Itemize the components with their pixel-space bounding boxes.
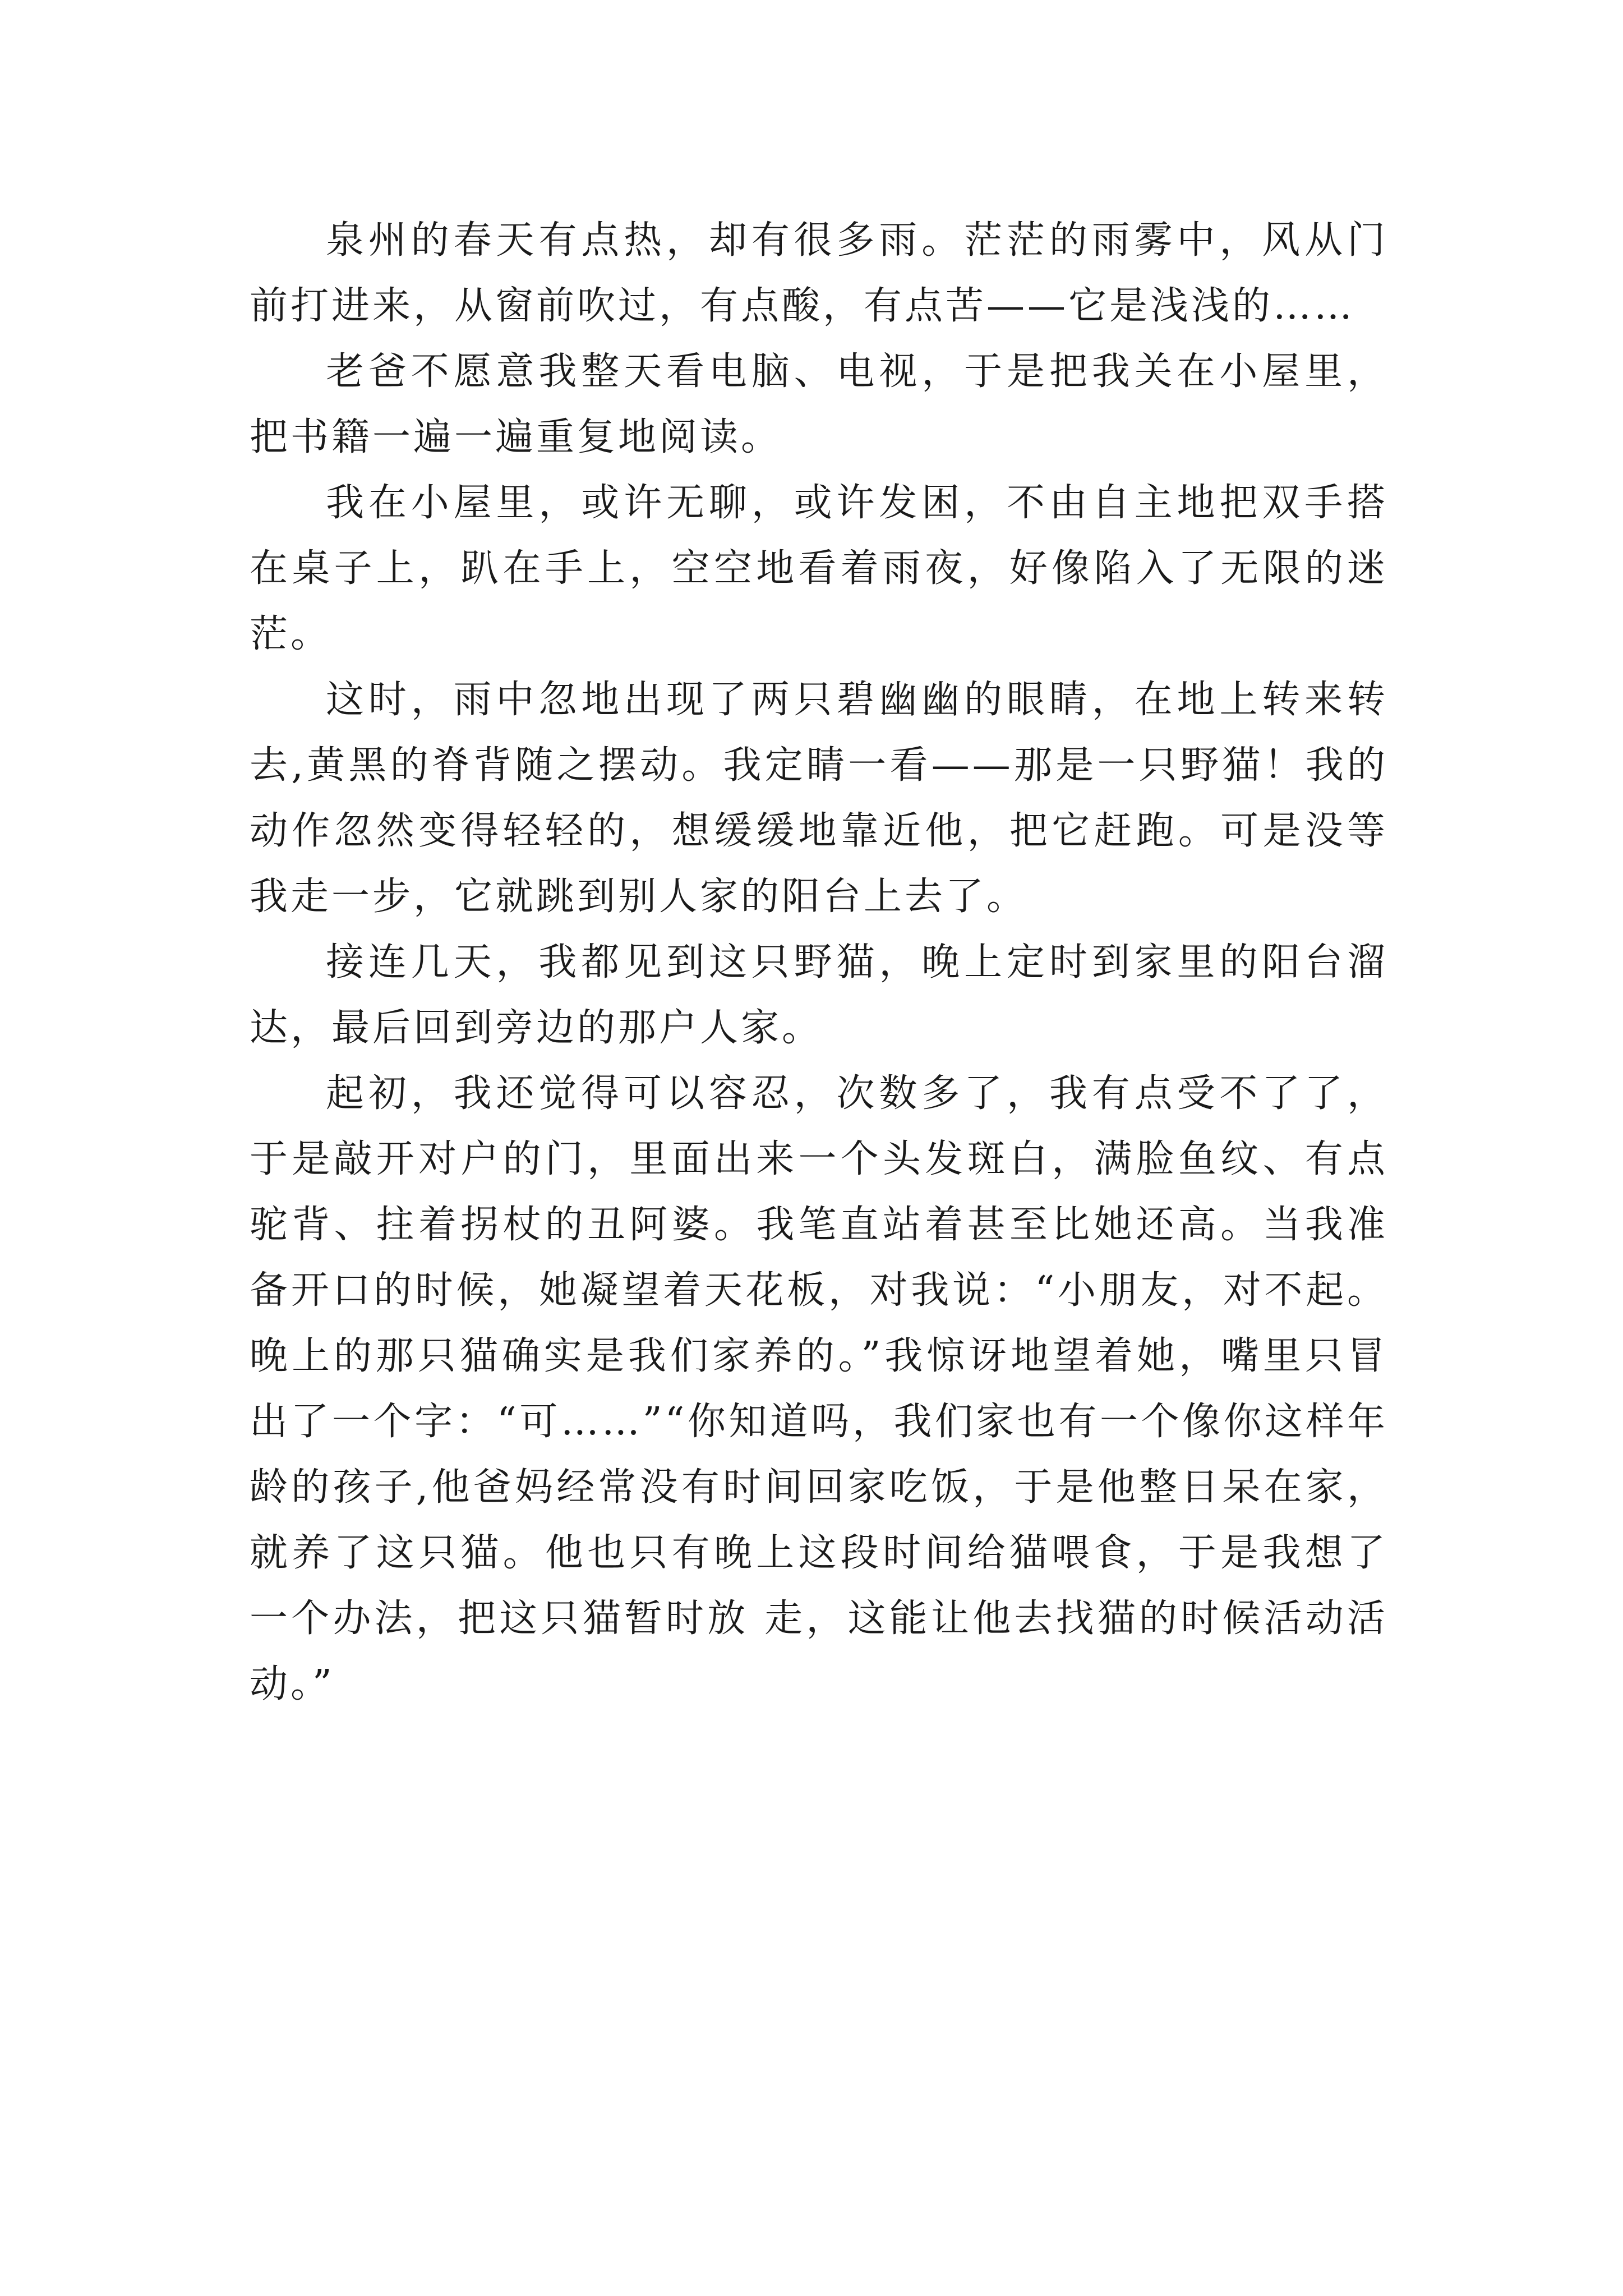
paragraph-4: 这时，雨中忽地出现了两只碧幽幽的眼睛，在地上转来转去,黄黑的脊背随之摆动。我定睛一看——那是一只野猫！我的动作忽然变得轻轻的，想缓缓地靠近他，把它赶跑。可是没等我走一步，它就跳到别人家的阳台上去了。 [250,678,1388,919]
article-body [250,208,1388,1717]
paragraph-5: 接连几天，我都见到这只野猫，晚上定时到家里的阳台溜达，最后回到旁边的那户人家。 [250,940,1388,1050]
paragraph-3: 我在小屋里，或许无聊，或许发困，不由自主地把双手搭在桌子上，趴在手上，空空地看着雨夜，好像陷入了无限的迷茫。 [250,481,1388,656]
paragraph-1: 泉州的春天有点热，却有很多雨。茫茫的雨雾中，风从门前打进来，从窗前吹过，有点酸，有点苦——它是浅浅的…… [250,218,1388,328]
paragraph-2: 老爸不愿意我整天看电脑、电视，于是把我关在小屋里，把书籍一遍一遍重复地阅读。 [250,349,1388,459]
paragraph-6: 起初，我还觉得可以容忍，次数多了，我有点受不了了，于是敲开对户的门，里面出来一个头发斑白，满脸鱼纹、有点驼背、拄着拐杖的丑阿婆。我笔直站着甚至比她还高。当我准备开口的时候，她凝望着天花板，对我说：“小朋友，对不起。晚上的那只猫确实是我们家养的。”我惊讶地望着她，嘴里只冒出了一个字：“可……”“你知道吗，我们家也有一个像你这样年龄的孩子,他爸妈经常没有时间回家吃饭，于是他整日呆在家，就养了这只猫。他也只有晚上这段时间给猫喂食，于是我想了一个办法，把这只猫暂时放 走，这能让他去找猫的时候活动活动。” [250,1071,1389,1706]
